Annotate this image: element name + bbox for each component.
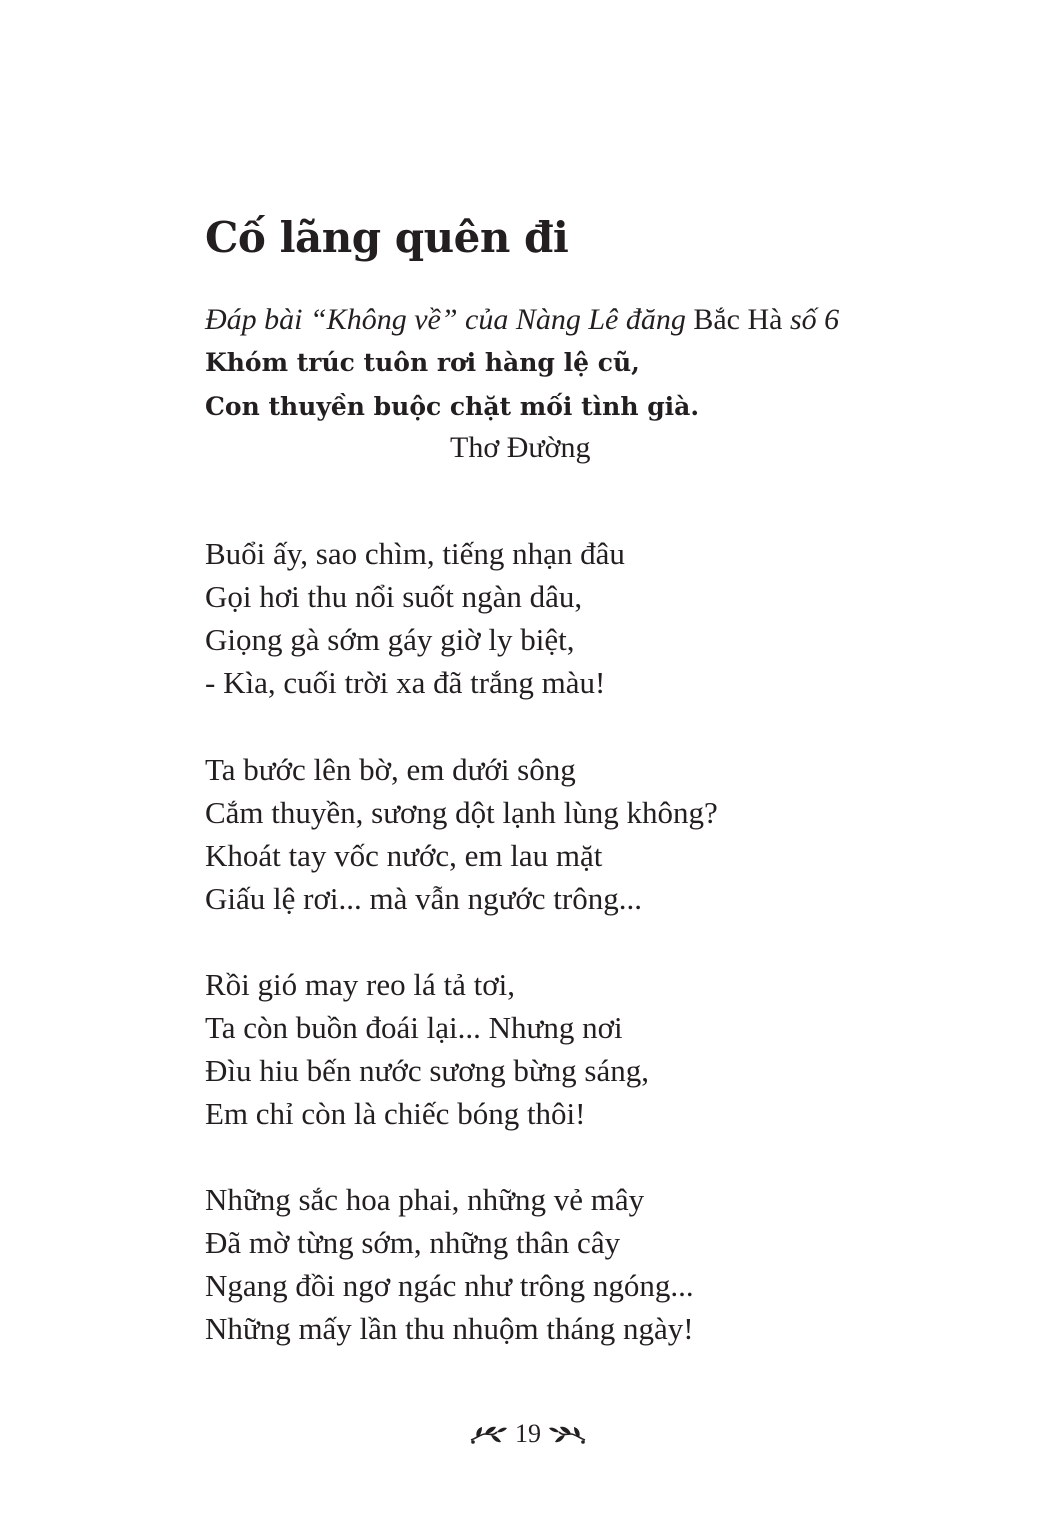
poem-line: Rồi gió may reo lá tả tơi, bbox=[205, 967, 515, 1002]
poem-line: Ngang đồi ngơ ngác như trông ngóng... bbox=[205, 1268, 694, 1303]
dedication bbox=[205, 298, 839, 342]
poem-line: Cắm thuyền, sương dột lạnh lùng không? bbox=[205, 795, 718, 830]
stanza bbox=[205, 748, 905, 920]
epigraph bbox=[205, 341, 699, 429]
poem-line: Buổi ấy, sao chìm, tiếng nhạn đâu bbox=[205, 536, 625, 571]
poem-line: Ta bước lên bờ, em dưới sông bbox=[205, 752, 576, 787]
poem-line: Ta còn buồn đoái lại... Nhưng nơi bbox=[205, 1010, 623, 1045]
poem-line: - Kìa, cuối trời xa đã trắng màu! bbox=[205, 665, 606, 700]
dedication-italic: Đáp bài “Không về” của Nàng Lê đăng bbox=[205, 303, 686, 336]
epigraph-line: Con thuyền buộc chặt mối tình già. bbox=[205, 392, 700, 421]
stanza bbox=[205, 1178, 905, 1350]
poem-line: Những sắc hoa phai, những vẻ mây bbox=[205, 1182, 645, 1217]
epigraph-line: Khóm trúc tuôn rơi hàng lệ cũ, bbox=[205, 348, 640, 377]
dedication-publication: Bắc Hà bbox=[693, 303, 783, 336]
poem-line: Những mấy lần thu nhuộm tháng ngày! bbox=[205, 1311, 694, 1346]
poem-line: Đìu hiu bến nước sương bừng sáng, bbox=[205, 1053, 649, 1088]
poem-line: Giọng gà sớm gáy giờ ly biệt, bbox=[205, 622, 575, 657]
epigraph-attribution: Thơ Đường bbox=[450, 431, 591, 464]
stanza bbox=[205, 963, 905, 1135]
poem-title: Cố lãng quên đi bbox=[205, 213, 569, 262]
stanza bbox=[205, 532, 905, 704]
poem-line: Giấu lệ rơi... mà vẫn ngước trông... bbox=[205, 881, 642, 916]
poem-line: Em chỉ còn là chiếc bóng thôi! bbox=[205, 1096, 586, 1131]
poem-line: Khoát tay vốc nước, em lau mặt bbox=[205, 838, 603, 873]
poem-line: Đã mờ từng sớm, những thân cây bbox=[205, 1225, 621, 1260]
leaf-ornament-icon bbox=[469, 1420, 509, 1448]
page-footer bbox=[0, 1414, 1056, 1454]
dedication-issue: số 6 bbox=[789, 303, 840, 336]
page-number: 19 bbox=[515, 1419, 541, 1448]
poem-line: Gọi hơi thu nổi suốt ngàn dâu, bbox=[205, 579, 583, 614]
leaf-ornament-icon bbox=[547, 1420, 587, 1448]
